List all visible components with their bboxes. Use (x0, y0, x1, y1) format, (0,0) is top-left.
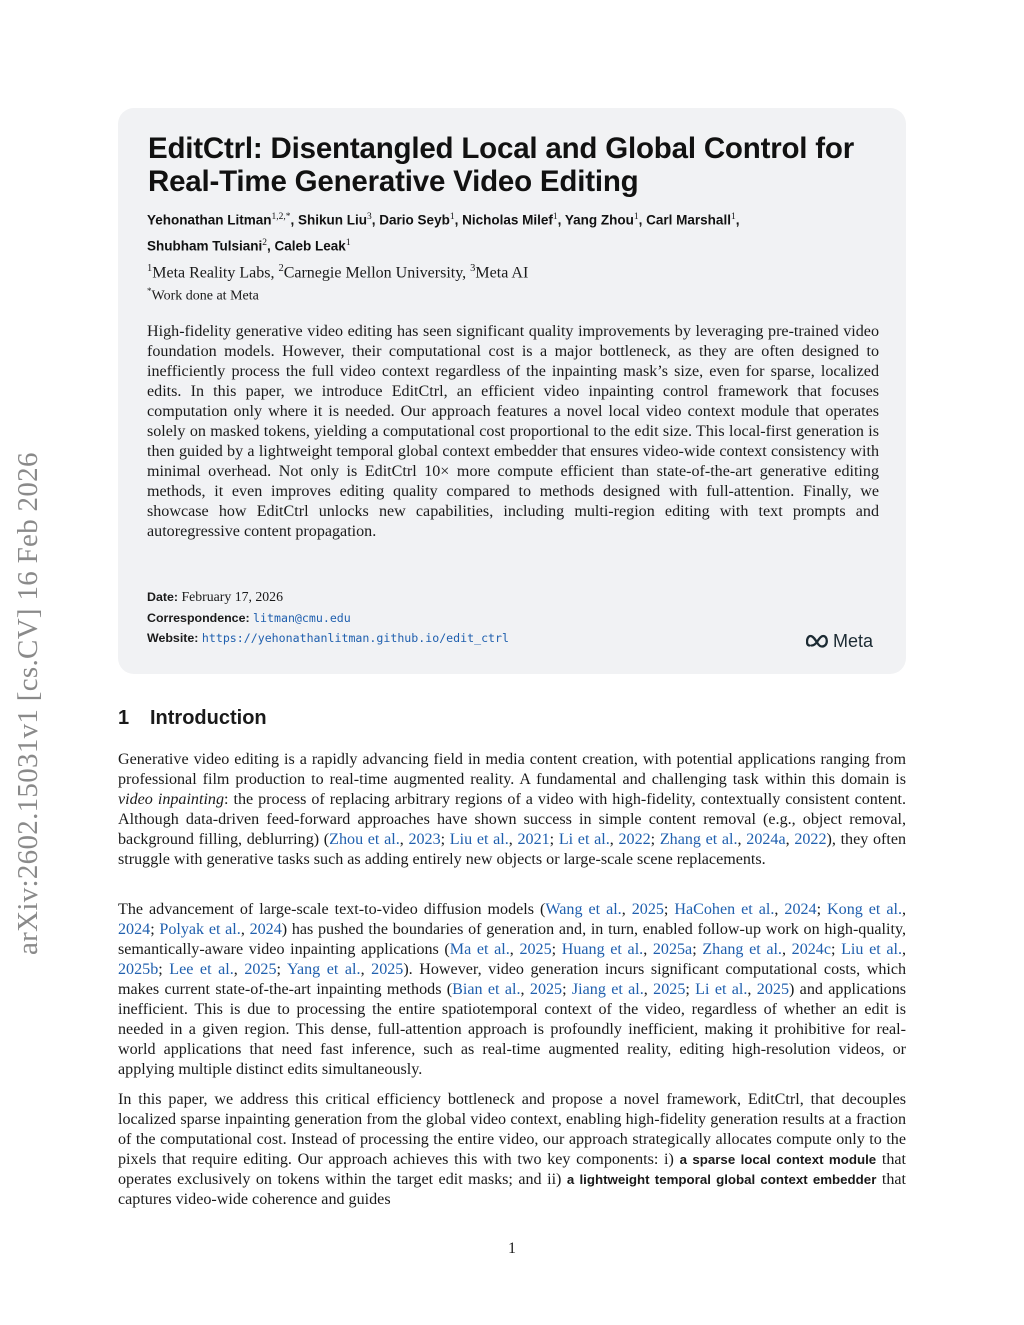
website-row (147, 629, 509, 647)
author-list: Yehonathan Litman$^{1,2,*}$, Shikun Liu$^3$, Dario Seyb$^1$, Nicholas Milef$^1$, Yang Zhou$^1$, Carl Marshall$^1$, Shubham Tulsiani$^2$, Caleb Leak$^1$ (147, 212, 740, 253)
paragraph-text: , (643, 981, 654, 999)
author-name: Yang Zhou (564, 212, 634, 228)
paragraph-text: , (781, 941, 792, 959)
affiliation-mark: 1 (147, 263, 153, 274)
citation-link[interactable]: HaCohen et al. (674, 901, 775, 918)
website-link[interactable]: https://yehonathanlitman.github.io/edit_ctrl (201, 631, 509, 645)
paragraph-text: , (785, 831, 795, 849)
citation-link[interactable]: Li et al. (695, 981, 748, 999)
intro-paragraph-1 (118, 750, 906, 870)
affiliation-name: Meta AI (475, 264, 529, 282)
citation-link[interactable]: 2025 (529, 981, 563, 999)
citation-link[interactable]: Li et al. (558, 831, 610, 849)
paragraph-text: ; (650, 831, 660, 849)
citation-link[interactable]: Liu et al. (841, 941, 902, 959)
paragraph-text: that captures video-wide coherence and guides (118, 1171, 907, 1209)
author-affiliation-mark: 1 (730, 212, 736, 222)
paragraph-text: In this paper, we address this critical efficiency bottleneck and propose a novel framework, EditCtrl, that decouples localized sparse inpainting generation from the global video context, enabling high-fidelity generation results at a fraction of the computational cost. Instead of processing the entire video, our approach strategically allocates compute only to the pixels that require editing. Our approach achieves this with two key components: i) (118, 1091, 906, 1169)
paragraph-text: : the process of replacing arbitrary regions of a video with high-fidelity, contextually consistent content. Although data-driven feed-forward approaches have shown success in simple content removal (e.g., object removal, background filling, deblurring) ( (118, 791, 906, 849)
paragraph-text: , (520, 981, 530, 999)
meta-logo (806, 630, 873, 652)
author-name: Caleb Leak (274, 238, 346, 253)
paragraph-text: ; (150, 921, 160, 939)
paragraph-text: , (508, 831, 518, 849)
affiliation-mark: 2 (278, 263, 284, 274)
citation-link[interactable]: Ma et al. (449, 941, 510, 959)
meta-infinity-icon (806, 634, 830, 648)
paragraph-text: , (737, 831, 747, 849)
citation-link[interactable]: Jiang et al. (571, 981, 644, 999)
citation-link[interactable]: 2024a (746, 831, 786, 849)
paragraph-text: , (774, 901, 785, 918)
citation-link[interactable]: 2024c (791, 941, 831, 959)
paragraph-text: The advancement of large-scale text-to-video diffusion models ( (118, 901, 546, 918)
author-affiliation-mark: 3 (367, 212, 372, 222)
paragraph-text: ; (663, 901, 675, 918)
paper-title: EditCtrl: Disentangled Local and Global Control for Real-Time Generative Video Editing (148, 132, 855, 198)
citation-link[interactable]: 2025 (653, 981, 686, 999)
paragraph-text: ; (440, 831, 450, 849)
section-number: 1 (118, 707, 130, 729)
paragraph-text: ) and applications inefficient. This is due to processing the entire spatiotemporal context of the video, regardless of whether an edit is needed in a given region. This dense, full-attention approach is profoundly inefficient, making it prohibitive for real-world applications that need fast inference, such as real-time augmented reality, editing high-resolution videos, or applying multiple distinct edits simultaneously. (118, 981, 907, 1079)
paragraph-text: , (747, 981, 757, 999)
paragraph-text: ; (158, 961, 170, 979)
paragraph-text: , (621, 901, 632, 918)
author-name: Carl Marshall (646, 212, 731, 228)
paragraph-text: , (240, 921, 250, 939)
affiliation-name: Carnegie Mellon University, (283, 264, 471, 282)
date-label: Date: (147, 590, 178, 604)
affiliation-name: Meta Reality Labs, (152, 264, 279, 282)
highlighted-component: a sparse local context module (679, 1152, 877, 1168)
correspondence-row (147, 609, 351, 627)
citation-link[interactable]: Zhang et al. (659, 831, 738, 849)
citation-link[interactable]: 2021 (517, 831, 550, 849)
citation-link[interactable]: Polyak et al. (159, 921, 241, 939)
highlighted-component: a lightweight temporal global context embedder (566, 1172, 877, 1188)
affiliation-mark: 3 (470, 263, 476, 274)
citation-link[interactable]: 2025 (756, 981, 789, 999)
author-affiliation-mark: 1 (345, 237, 351, 248)
citation-link[interactable]: 2025 (519, 941, 552, 959)
citation-link[interactable]: Zhou et al. (329, 831, 400, 849)
citation-link[interactable]: 2025b (118, 961, 159, 979)
paragraph-text: that operates exclusively on tokens within the target edit masks; and ii) (118, 1151, 906, 1189)
date-row (147, 588, 283, 606)
author-affiliation-mark: 1,2,* (271, 212, 291, 222)
intro-paragraph-2 (118, 900, 906, 1080)
correspondence-label: Correspondence: (147, 611, 250, 625)
paragraph-text: ; (830, 941, 842, 959)
citation-link[interactable]: 2022 (618, 831, 651, 849)
abstract: High-fidelity generative video editing has seen significant quality improvements by leveraging pre-trained video foundation models. However, their computational cost is a major bottleneck, as they are often designed to inefficiently process the full video context regardless of the inpainting mask’s size, even for sparse, localized edits. In this paper, we introduce EditCtrl, an efficient video inpainting control framework that focuses computation only where it is needed. Our approach features a novel local video context module that operates solely on masked tokens, yielding a computational cost proportional to the edit size. This local-first generation is then guided by a lightweight temporal global context embedder that ensures video-wide context consistency with minimal overhead. Not only is EditCtrl 10× more compute efficient than state-of-the-art generative editing methods, it even improves editing quality compared to methods designed with full-attention. Finally, we showcase how EditCtrl unlocks new capabilities, including multi-region editing with text prompts and autoregressive content propagation. (147, 323, 879, 541)
paragraph-text: ), they often struggle with generative tasks such as adding entirely new objects or large-scale scene replacements. (118, 831, 907, 869)
paragraph-text: ; (562, 981, 572, 999)
section-heading (118, 705, 267, 731)
author-affiliation-mark: 1 (552, 212, 558, 222)
author-name: Dario Seyb (379, 212, 450, 228)
paragraph-text: , (902, 901, 907, 918)
paragraph-text: Generative video editing is a rapidly advancing field in media content creation, with potential applications ranging from professional film production to real-time augmented reality. A fundamental and challenging task within this domain is (118, 751, 906, 789)
citation-link[interactable]: 2023 (408, 831, 441, 849)
citation-link[interactable]: 2025a (652, 941, 693, 959)
citation-link[interactable]: Lee et al. (169, 961, 234, 979)
paragraph-text: ) has pushed the boundaries of generation and, in turn, enabled follow-up work on high-quality, semantically-aware video inpainting applications ( (118, 921, 906, 959)
arxiv-id: arXiv:2602.15031v1 [cs.CV] 16 Feb 2026 (12, 452, 44, 955)
paragraph-text: ). However, video generation incurs significant computational costs, which makes current state-of-the-art inpainting methods ( (118, 961, 907, 999)
citation-link[interactable]: Bian et al. (452, 981, 521, 999)
author-affiliation-mark: 1 (633, 212, 639, 222)
correspondence-email-link[interactable]: litman@cmu.edu (253, 611, 351, 625)
paragraph-text: ; (551, 941, 562, 959)
citation-link[interactable]: Huang et al. (561, 941, 644, 959)
emphasis-text: video inpainting (118, 791, 225, 809)
intro-paragraph-3 (118, 1090, 906, 1210)
author-name: Shikun Liu (298, 212, 368, 228)
citation-link[interactable]: 2024 (118, 921, 151, 939)
citation-link[interactable]: Kong et al. (827, 901, 903, 918)
website-label: Website: (147, 631, 199, 645)
paragraph-text: , (609, 831, 619, 849)
date-value: February 17, 2026 (181, 589, 283, 604)
citation-link[interactable]: 2025 (371, 961, 404, 979)
paragraph-text: ; (685, 981, 696, 999)
author-name: Shubham Tulsiani (147, 238, 263, 253)
author-affiliation-mark: 2 (262, 237, 268, 248)
paragraph-text: , (643, 941, 653, 959)
meta-logo-text: Meta (833, 630, 874, 651)
section-title: Introduction (150, 707, 267, 729)
paragraph-text: ; (692, 941, 703, 959)
page-number: 1 (508, 1240, 516, 1257)
citation-link[interactable]: Yang et al. (286, 961, 361, 979)
citation-link[interactable]: 2025 (631, 901, 664, 918)
paragraph-text: , (399, 831, 409, 849)
citation-link[interactable]: 2022 (794, 831, 827, 849)
citation-link[interactable]: Zhang et al. (702, 941, 782, 959)
citation-link[interactable]: 2025 (244, 961, 277, 979)
citation-link[interactable]: Liu et al. (449, 831, 509, 849)
citation-link[interactable]: Wang et al. (545, 901, 622, 918)
paragraph-text: , (901, 941, 907, 959)
author-affiliation-mark: 1 (449, 212, 455, 222)
note-mark: * (147, 286, 152, 296)
paragraph-text: ; (549, 831, 559, 849)
paragraph-text: ; (276, 961, 287, 979)
paragraph-text: , (509, 941, 520, 959)
citation-link[interactable]: 2024 (784, 901, 817, 918)
note-text: Work done at Meta (151, 288, 259, 304)
paragraph-text: , (360, 961, 372, 979)
author-name: Yehonathan Litman (147, 212, 272, 228)
footnote-work-done (147, 281, 259, 307)
paragraph-text: , (233, 961, 245, 979)
author-name: Nicholas Milef (462, 212, 553, 228)
paragraph-text: ; (816, 901, 828, 918)
citation-link[interactable]: 2024 (249, 921, 282, 939)
